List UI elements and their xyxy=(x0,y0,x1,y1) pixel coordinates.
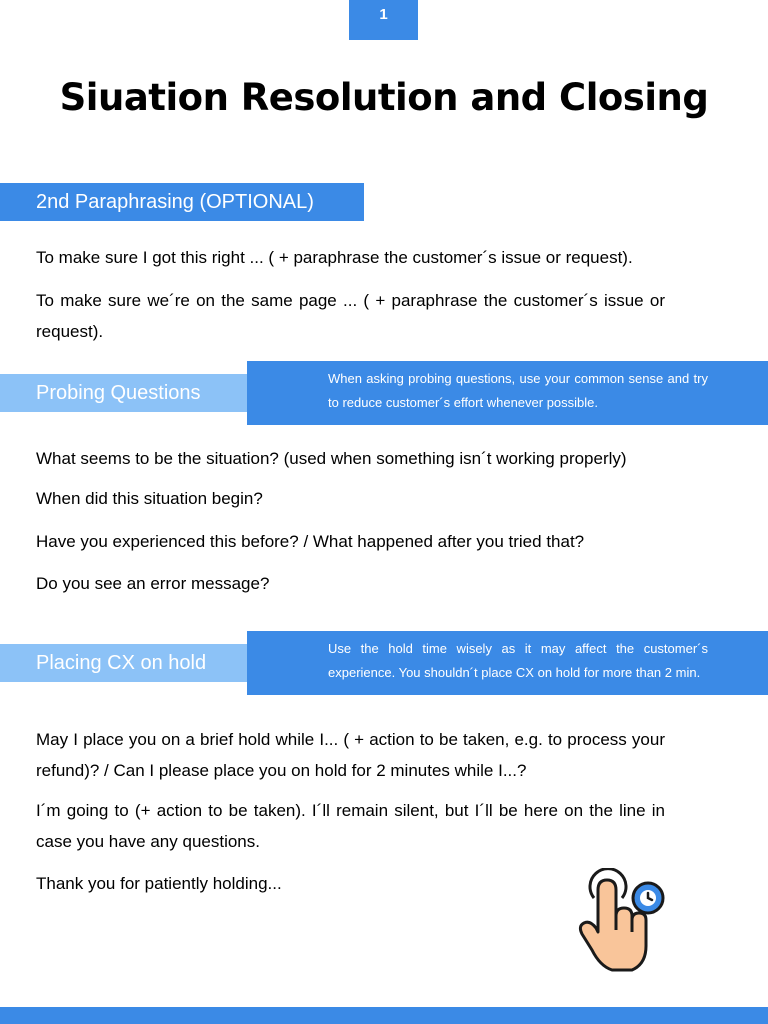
hold-line-3: Thank you for patiently holding... xyxy=(36,874,282,893)
probing-line-2: When did this situation begin? xyxy=(36,489,263,508)
hold-line-1: May I place you on a brief hold while I... ( + action to be taken, e.g. to process your refund)? / Can I please place you on hold for 2 minutes while I...? xyxy=(36,730,665,780)
probing-note: When asking probing questions, use your common sense and try to reduce customer´s effort whenever possible. xyxy=(247,361,768,425)
hold-line-2: I´m going to (+ action to be taken). I´ll remain silent, but I´ll be here on the line in case you have any questions. xyxy=(36,801,665,851)
probing-line-4: Do you see an error message? xyxy=(36,574,270,593)
section-heading-hold: Placing CX on hold xyxy=(0,644,247,682)
paraphrase-line-2: To make sure we´re on the same page ... ( + paraphrase the customer´s issue or request). xyxy=(36,291,665,341)
probing-line-1: What seems to be the situation? (used when something isn´t working properly) xyxy=(36,449,627,468)
section-heading-paraphrasing: 2nd Paraphrasing (OPTIONAL) xyxy=(0,183,364,221)
page-number: 1 xyxy=(349,0,418,40)
page-title: Siuation Resolution and Closing xyxy=(59,76,709,119)
probing-line-3: Have you experienced this before? / What happened after you tried that? xyxy=(36,532,585,551)
hold-note: Use the hold time wisely as it may affect the customer´s experience. You shouldn´t place CX on hold for more than 2 min. xyxy=(247,631,768,695)
hand-with-clock-icon xyxy=(572,868,672,978)
footer-bar xyxy=(0,1007,768,1024)
paraphrase-line-1: To make sure I got this right ... ( + paraphrase the customer´s issue or request). xyxy=(36,248,633,267)
section-heading-probing: Probing Questions xyxy=(0,374,247,412)
